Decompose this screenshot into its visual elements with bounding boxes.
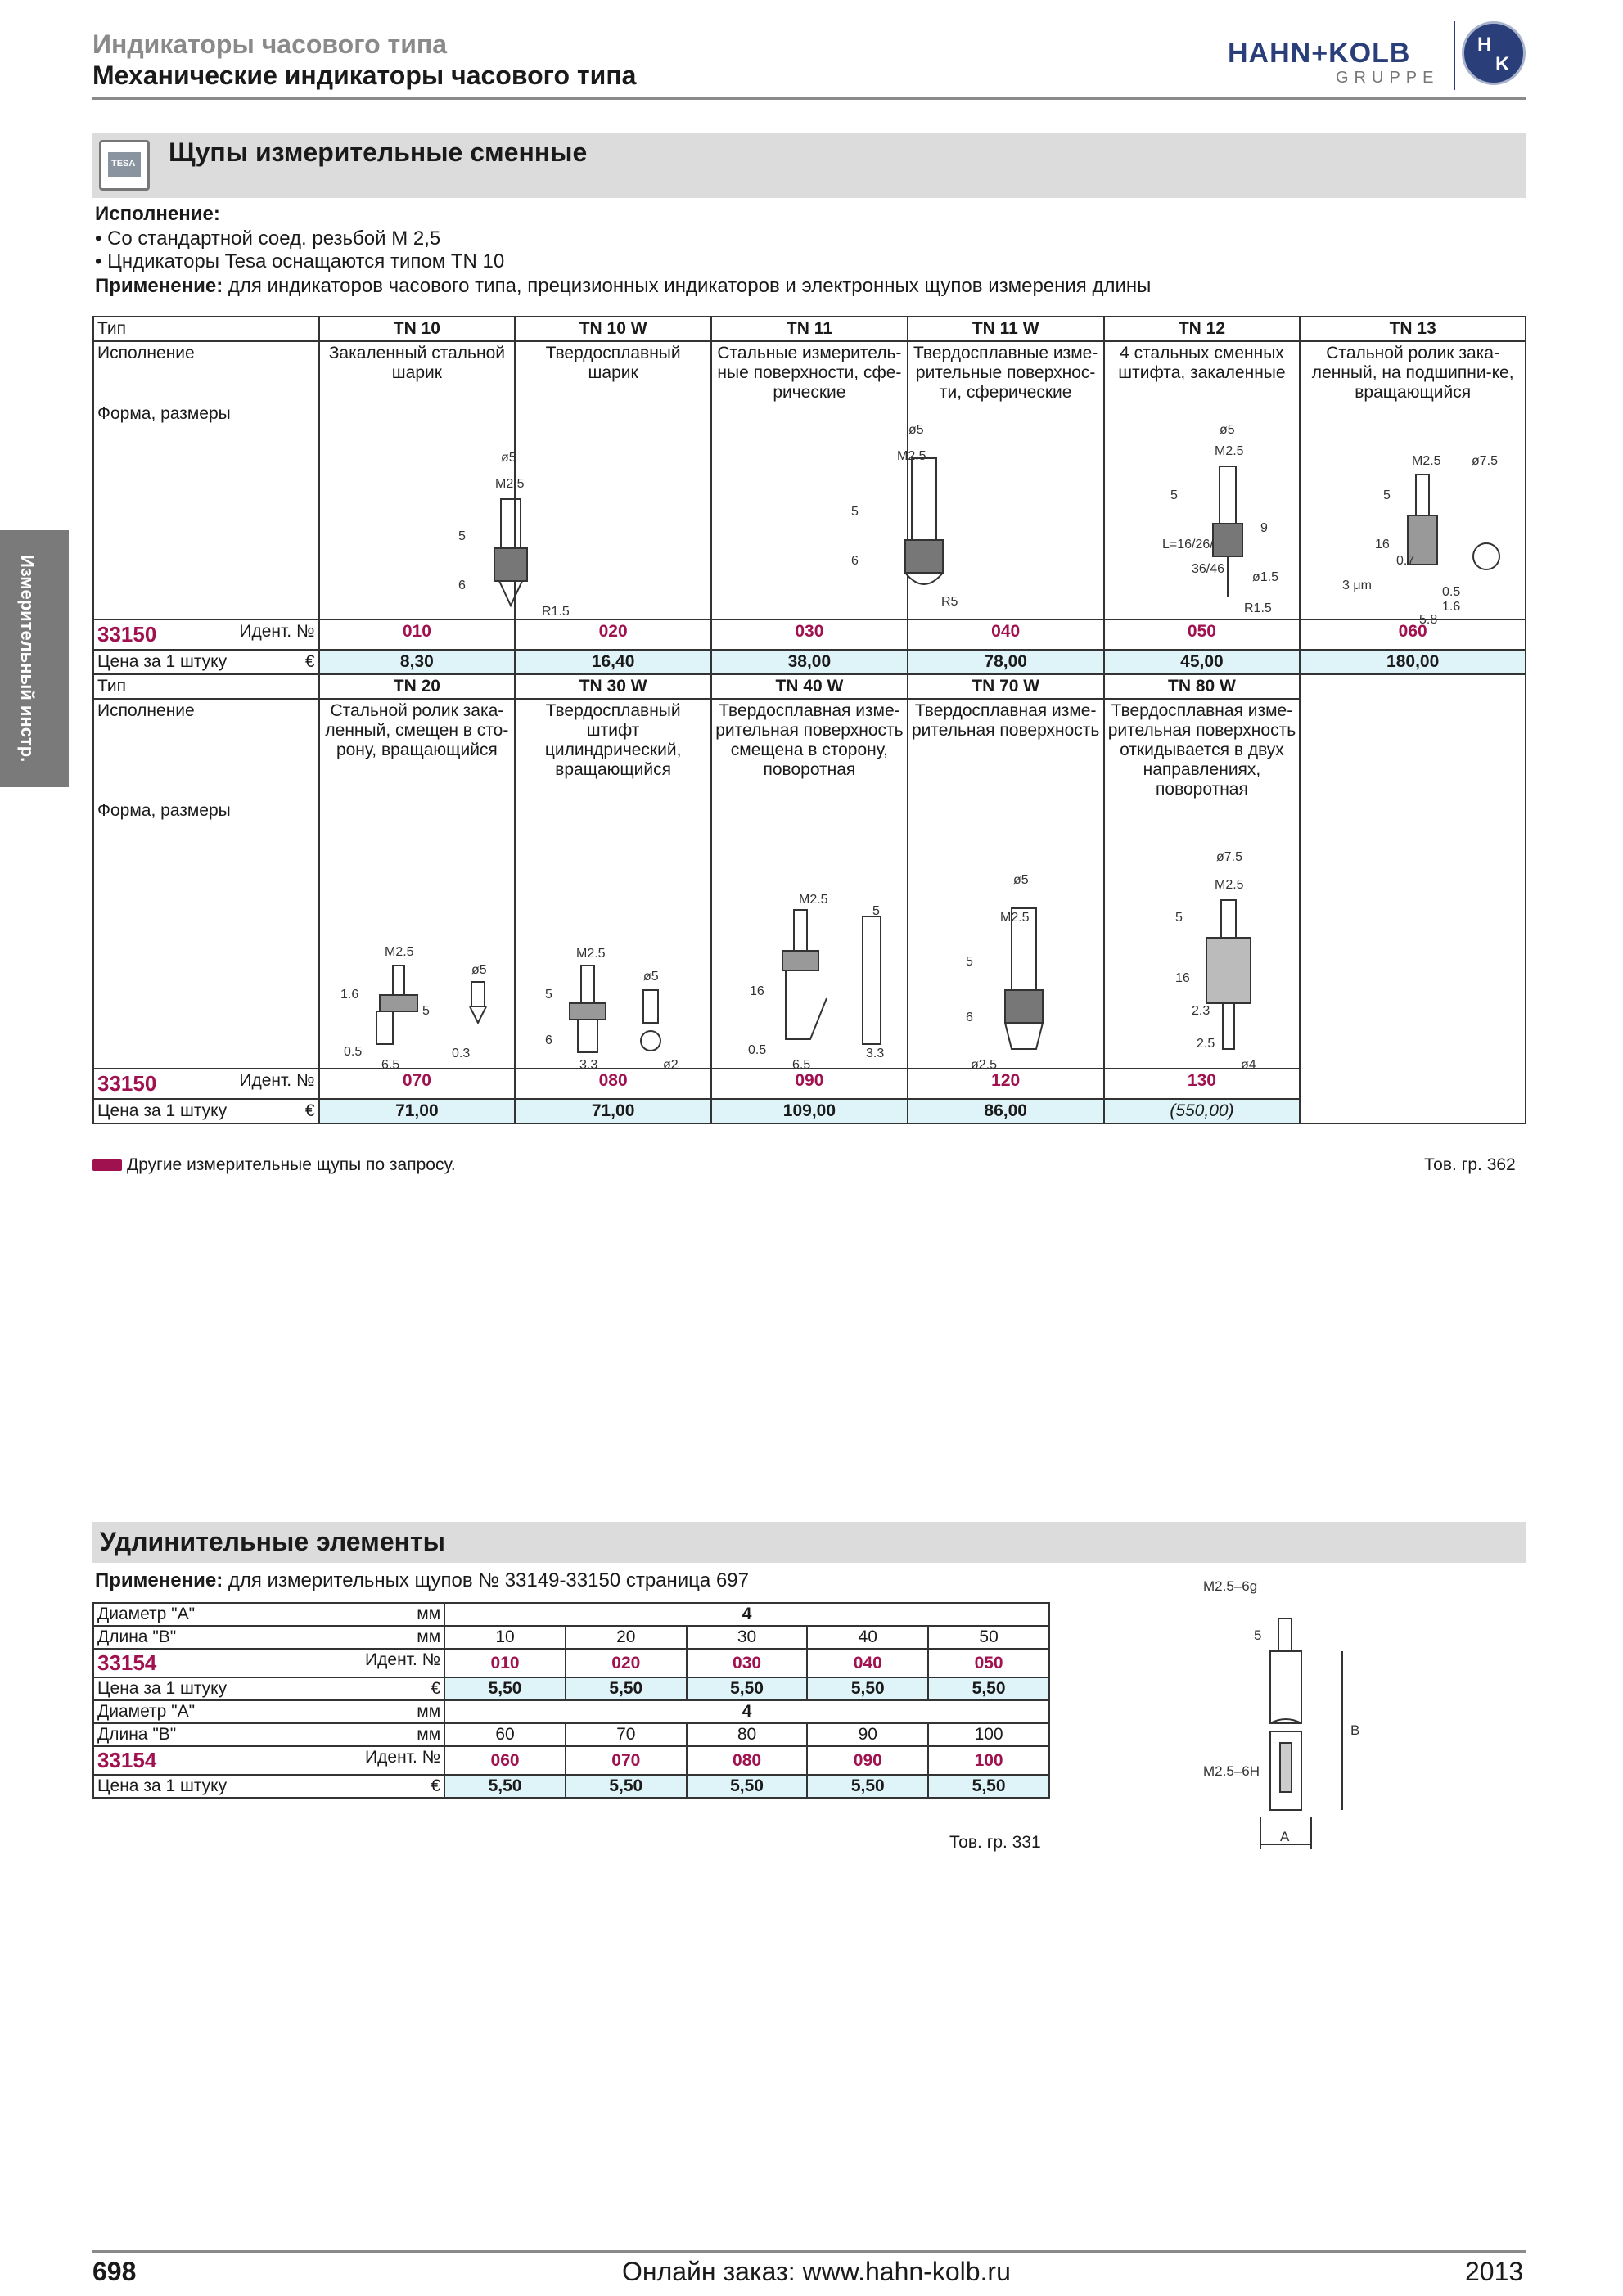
ident-cell: 090 bbox=[807, 1746, 928, 1775]
type-cell: TN 12 bbox=[1104, 317, 1301, 341]
table-row-diam-1: Диаметр "A" мм 4 bbox=[93, 1603, 1049, 1626]
price-cell: 71,00 bbox=[515, 1099, 711, 1123]
svg-text:16: 16 bbox=[750, 984, 764, 998]
svg-text:R1.5: R1.5 bbox=[542, 605, 570, 619]
svg-text:2.5: 2.5 bbox=[1197, 1037, 1215, 1051]
svg-text:ø5: ø5 bbox=[643, 970, 659, 984]
svg-text:0.5: 0.5 bbox=[748, 1043, 767, 1057]
length-cell: 90 bbox=[807, 1723, 928, 1746]
diam-cell: 4 bbox=[444, 1603, 1049, 1626]
type-cell: TN 10 bbox=[319, 317, 516, 341]
ident-cell: 010 bbox=[444, 1649, 566, 1677]
svg-text:6.5: 6.5 bbox=[792, 1058, 811, 1072]
brand-logo-subtext: GRUPPE bbox=[1336, 69, 1440, 87]
ident-cell: 030 bbox=[687, 1649, 808, 1677]
brand-logo-text: HAHN+KOLB bbox=[1228, 38, 1411, 69]
svg-text:ø2: ø2 bbox=[663, 1058, 679, 1072]
header-category: Индикаторы часового типа bbox=[92, 29, 448, 59]
svg-text:5: 5 bbox=[458, 529, 466, 543]
type-cell: TN 40 W bbox=[711, 674, 908, 699]
svg-text:2.3: 2.3 bbox=[1192, 1004, 1210, 1018]
logo-letter-k: K bbox=[1495, 53, 1510, 75]
ident-cell: 090 bbox=[711, 1069, 908, 1099]
svg-text:6: 6 bbox=[851, 554, 859, 568]
table-row-price-ext-2: Цена за 1 штуку € 5,50 5,50 5,50 5,50 5,50 bbox=[93, 1775, 1049, 1798]
length-cell: 30 bbox=[687, 1626, 808, 1649]
svg-text:36/46: 36/46 bbox=[1192, 562, 1225, 576]
price-cell: 5,50 bbox=[444, 1677, 566, 1700]
ident-cell: 040 bbox=[807, 1649, 928, 1677]
row-label-exec: Исполнение Форма, размеры bbox=[93, 699, 319, 1069]
exec-cell: Твердосплавная изме-рительная поверхность откидывается в двух направлениях, поворотная bbox=[1104, 699, 1301, 1069]
svg-text:0.7: 0.7 bbox=[1396, 554, 1415, 568]
svg-text:M2.5: M2.5 bbox=[1215, 878, 1244, 892]
arrow-icon bbox=[92, 1159, 122, 1171]
page-number: 698 bbox=[92, 2257, 137, 2286]
svg-text:6.5: 6.5 bbox=[381, 1058, 400, 1072]
svg-text:0.5: 0.5 bbox=[344, 1045, 363, 1059]
svg-text:R5: R5 bbox=[941, 595, 958, 609]
svg-text:M2.5: M2.5 bbox=[385, 945, 414, 959]
price-cell: 5,50 bbox=[928, 1677, 1049, 1700]
table-row-ident-ext-1: 33154 Идент. № 010 020 030 040 050 bbox=[93, 1649, 1049, 1677]
svg-text:M2.5: M2.5 bbox=[1215, 444, 1244, 458]
svg-text:ø5: ø5 bbox=[501, 451, 516, 465]
exec-cell: 4 стальных сменных штифта, закаленные bbox=[1104, 341, 1301, 619]
price-cell: 16,40 bbox=[515, 650, 711, 674]
ident-cell: 050 bbox=[928, 1649, 1049, 1677]
price-cell: 71,00 bbox=[319, 1099, 516, 1123]
svg-text:5: 5 bbox=[1383, 488, 1391, 502]
footer-year: 2013 bbox=[1465, 2257, 1524, 2286]
section-title-probes: Щупы измерительные сменные bbox=[169, 137, 588, 167]
ident-cell: 080 bbox=[515, 1069, 711, 1099]
type-cell: TN 10 W bbox=[515, 317, 711, 341]
svg-text:6: 6 bbox=[458, 579, 466, 592]
type-cell: TN 13 bbox=[1300, 317, 1526, 341]
price-cell: (550,00) bbox=[1104, 1099, 1301, 1123]
section-title-extensions: Удлинительные элементы bbox=[100, 1527, 445, 1556]
extensions-table bbox=[92, 1602, 1050, 1799]
ident-cell: 020 bbox=[515, 619, 711, 650]
svg-text:9: 9 bbox=[1260, 521, 1268, 535]
svg-text:ø5: ø5 bbox=[1220, 423, 1235, 437]
svg-text:A: A bbox=[1280, 1829, 1290, 1844]
ident-cell: 120 bbox=[908, 1069, 1104, 1099]
row-label-price: Цена за 1 штуку € bbox=[93, 1099, 319, 1123]
price-cell: 38,00 bbox=[711, 650, 908, 674]
ident-cell: 040 bbox=[908, 619, 1104, 650]
length-cell: 50 bbox=[928, 1626, 1049, 1649]
length-cell: 20 bbox=[566, 1626, 687, 1649]
drawing-tn30w bbox=[545, 947, 679, 1072]
svg-text:0.5: 0.5 bbox=[1442, 585, 1461, 599]
drawing-tn13 bbox=[1342, 454, 1499, 627]
length-cell: 80 bbox=[687, 1723, 808, 1746]
ident-cell: 060 bbox=[1300, 619, 1526, 650]
exec-cell: Закаленный стальной шарик bbox=[319, 341, 516, 619]
row-label-ident: 33150 Идент. № bbox=[93, 619, 319, 650]
svg-text:ø7.5: ø7.5 bbox=[1216, 850, 1243, 864]
price-cell: 5,50 bbox=[566, 1775, 687, 1798]
ident-cell: 050 bbox=[1104, 619, 1301, 650]
svg-text:M2.5: M2.5 bbox=[1412, 454, 1441, 468]
application-text-2: Применение: для измерительных щупов № 33149-33150 страница 697 bbox=[95, 1569, 749, 1591]
drawing-tn12 bbox=[1162, 423, 1278, 615]
tesa-icon-text: TESA bbox=[111, 159, 136, 169]
application-text: Применение: для индикаторов часового типа, прецизионных индикаторов и электронных щупов измерения длины bbox=[95, 275, 1152, 297]
drawing-tn11 bbox=[851, 423, 958, 609]
row-label-type: Тип bbox=[93, 317, 319, 341]
extension-drawing bbox=[1179, 1571, 1391, 1866]
length-cell: 40 bbox=[807, 1626, 928, 1649]
exec-cell: Твердосплавная изме-рительная поверхность bbox=[908, 699, 1104, 1069]
ident-cell: 080 bbox=[687, 1746, 808, 1775]
svg-text:ø7.5: ø7.5 bbox=[1472, 454, 1499, 468]
price-cell: 86,00 bbox=[908, 1099, 1104, 1123]
side-tab-label: Измерительный инстр. bbox=[17, 555, 38, 763]
exec-cell: Твердосплавный шарик bbox=[515, 341, 711, 619]
table-row-ident-ext-2: 33154 Идент. № 060 070 080 090 100 bbox=[93, 1746, 1049, 1775]
svg-text:ø5: ø5 bbox=[471, 963, 487, 977]
drawing-tn20 bbox=[340, 945, 487, 1072]
exec-cell: Стальной ролик зака-ленный, смещен в сто-рону, вращающийся bbox=[319, 699, 516, 1069]
svg-text:ø2.5: ø2.5 bbox=[971, 1058, 998, 1072]
header-subcategory: Механические индикаторы часового типа bbox=[92, 61, 637, 90]
exec-cell: Твердосплавные изме-рительные поверхнос-ти, сферические bbox=[908, 341, 1104, 619]
row-label-price: Цена за 1 штуку € bbox=[93, 650, 319, 674]
bullet-1: • Со стандартной соед. резьбой M 2,5 bbox=[95, 227, 441, 250]
svg-text:M2.5: M2.5 bbox=[495, 477, 525, 491]
svg-text:M2.5–6H: M2.5–6H bbox=[1203, 1763, 1260, 1779]
exec-cell: Твердосплавная изме-рительная поверхность смещена в сторону, поворотная bbox=[711, 699, 908, 1069]
type-cell: TN 11 bbox=[711, 317, 908, 341]
exec-cell: Стальные измеритель-ные поверхности, сфе-рические bbox=[711, 341, 908, 619]
price-cell: 5,50 bbox=[807, 1677, 928, 1700]
length-cell: 60 bbox=[444, 1723, 566, 1746]
svg-text:6: 6 bbox=[966, 1011, 973, 1024]
ident-cell: 060 bbox=[444, 1746, 566, 1775]
table-row-len-1: Длина "B" мм 10 20 30 40 50 bbox=[93, 1626, 1049, 1649]
price-cell: 5,50 bbox=[687, 1677, 808, 1700]
drawing-tn80w bbox=[1175, 850, 1256, 1072]
type-cell: TN 20 bbox=[319, 674, 516, 699]
svg-text:ø4: ø4 bbox=[1241, 1058, 1256, 1072]
svg-text:6: 6 bbox=[545, 1033, 552, 1047]
svg-text:5: 5 bbox=[422, 1004, 430, 1018]
price-cell: 8,30 bbox=[319, 650, 516, 674]
svg-text:R1.5: R1.5 bbox=[1244, 601, 1272, 615]
ident-cell: 100 bbox=[928, 1746, 1049, 1775]
price-cell: 5,50 bbox=[687, 1775, 808, 1798]
ref-product-group-2: Тов. гр. 331 bbox=[949, 1833, 1041, 1852]
ident-cell: 130 bbox=[1104, 1069, 1301, 1099]
svg-text:ø5: ø5 bbox=[1013, 873, 1029, 887]
exec-cell: Твердосплавный штифт цилиндрический, вращающийся bbox=[515, 699, 711, 1069]
svg-text:1.6: 1.6 bbox=[340, 988, 359, 1002]
price-cell: 5,50 bbox=[444, 1775, 566, 1798]
svg-text:L=16/26/: L=16/26/ bbox=[1162, 538, 1214, 551]
ident-cell: 070 bbox=[566, 1746, 687, 1775]
svg-text:3 μm: 3 μm bbox=[1342, 579, 1372, 592]
ident-cell: 030 bbox=[711, 619, 908, 650]
length-cell: 100 bbox=[928, 1723, 1049, 1746]
type-cell: TN 80 W bbox=[1104, 674, 1301, 699]
row-label-type: Тип bbox=[93, 674, 319, 699]
price-cell: 109,00 bbox=[711, 1099, 908, 1123]
order-link[interactable]: Онлайн заказ: www.hahn-kolb.ru bbox=[622, 2257, 1011, 2286]
svg-text:ø1.5: ø1.5 bbox=[1252, 570, 1279, 584]
type-cell: TN 11 W bbox=[908, 317, 1104, 341]
drawing-tn70w bbox=[966, 873, 1043, 1072]
row-label-exec: Исполнение Форма, размеры bbox=[93, 341, 319, 619]
bullet-2: • Цндикаторы Tesa оснащаются типом TN 10 bbox=[95, 250, 505, 272]
svg-text:16: 16 bbox=[1375, 538, 1390, 551]
svg-text:1.6: 1.6 bbox=[1442, 600, 1461, 614]
svg-text:5.8: 5.8 bbox=[1419, 613, 1438, 627]
exec-label: Исполнение: bbox=[95, 203, 220, 225]
svg-text:3.3: 3.3 bbox=[866, 1047, 885, 1060]
note-more-probes: Другие измерительные щупы по запросу. bbox=[92, 1155, 456, 1175]
price-cell: 5,50 bbox=[807, 1775, 928, 1798]
svg-text:5: 5 bbox=[545, 988, 552, 1002]
price-cell: 45,00 bbox=[1104, 650, 1301, 674]
exec-cell: Стальной ролик зака-ленный, на подшипни-ке, вращающийся bbox=[1300, 341, 1526, 619]
svg-text:5: 5 bbox=[1175, 911, 1183, 925]
length-cell: 10 bbox=[444, 1626, 566, 1649]
logo-letter-h: H bbox=[1477, 34, 1492, 56]
svg-text:5: 5 bbox=[966, 955, 973, 969]
drawing-tn10 bbox=[458, 451, 570, 619]
diam-cell: 4 bbox=[444, 1700, 1049, 1723]
table-row-price-ext-1: Цена за 1 штуку € 5,50 5,50 5,50 5,50 5,50 bbox=[93, 1677, 1049, 1700]
ident-cell: 070 bbox=[319, 1069, 516, 1099]
svg-text:M2.5: M2.5 bbox=[799, 893, 828, 907]
price-cell: 5,50 bbox=[928, 1775, 1049, 1798]
svg-text:0.3: 0.3 bbox=[452, 1047, 471, 1060]
svg-text:B: B bbox=[1350, 1722, 1360, 1738]
table-row-diam-2: Диаметр "A" мм 4 bbox=[93, 1700, 1049, 1723]
row-label-ident: 33150 Идент. № bbox=[93, 1069, 319, 1099]
footer-divider bbox=[92, 2250, 1526, 2253]
length-cell: 70 bbox=[566, 1723, 687, 1746]
svg-text:16: 16 bbox=[1175, 971, 1190, 985]
probe-drawings bbox=[0, 0, 1623, 1146]
ident-cell: 020 bbox=[566, 1649, 687, 1677]
price-cell: 78,00 bbox=[908, 650, 1104, 674]
svg-text:M2.5: M2.5 bbox=[897, 449, 926, 463]
type-cell: TN 70 W bbox=[908, 674, 1104, 699]
svg-text:5: 5 bbox=[1254, 1627, 1262, 1643]
svg-text:5: 5 bbox=[851, 505, 859, 519]
svg-text:M2.5: M2.5 bbox=[576, 947, 606, 961]
svg-text:ø5: ø5 bbox=[908, 423, 924, 437]
svg-text:5: 5 bbox=[872, 904, 880, 918]
svg-text:M2.5: M2.5 bbox=[1000, 911, 1030, 925]
table-row-len-2: Длина "B" мм 60 70 80 90 100 bbox=[93, 1723, 1049, 1746]
ref-product-group-1: Тов. гр. 362 bbox=[1424, 1155, 1516, 1174]
type-cell: TN 30 W bbox=[515, 674, 711, 699]
svg-text:5: 5 bbox=[1170, 488, 1178, 502]
ident-cell: 010 bbox=[319, 619, 516, 650]
svg-text:3.3: 3.3 bbox=[579, 1058, 598, 1072]
price-cell: 5,50 bbox=[566, 1677, 687, 1700]
drawing-tn40w bbox=[748, 893, 884, 1072]
price-cell: 180,00 bbox=[1300, 650, 1526, 674]
svg-text:M2.5–6g: M2.5–6g bbox=[1203, 1578, 1258, 1594]
